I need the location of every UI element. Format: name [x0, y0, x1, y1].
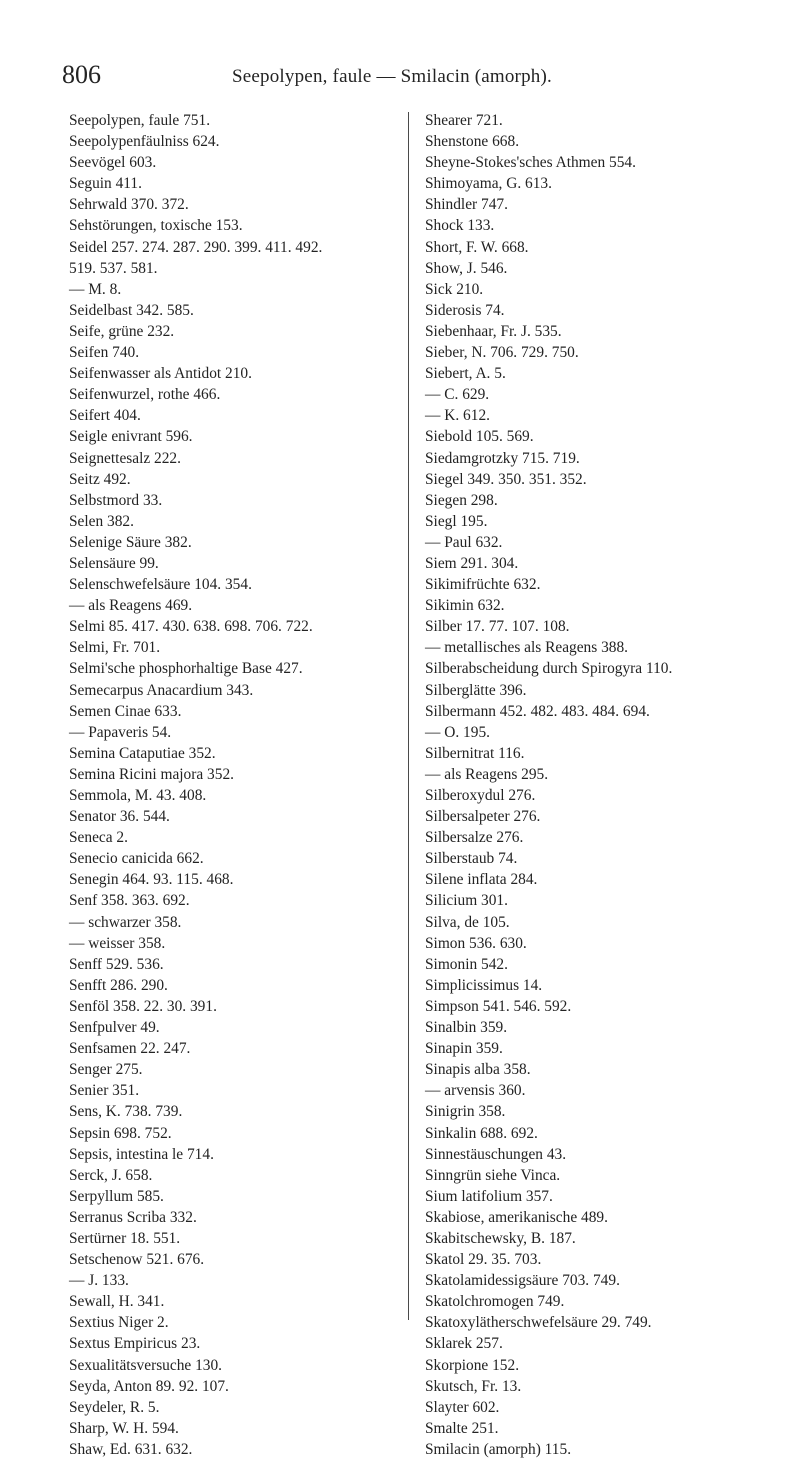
index-entry: Siedamgrotzky 715. 719. — [425, 449, 580, 467]
index-entry: Seyda, Anton 89. 92. 107. — [69, 1377, 229, 1395]
index-entry: — als Reagens 295. — [425, 765, 549, 783]
index-entry: Shaw, Ed. 631. 632. — [69, 1440, 193, 1458]
index-entry: Sieber, N. 706. 729. 750. — [425, 344, 579, 362]
index-entry: Seidel 257. 274. 287. 290. 399. 411. 492. — [69, 238, 323, 256]
index-entry: Sepsin 698. 752. — [69, 1124, 172, 1142]
index-entry: Sens, K. 738. 739. — [69, 1103, 183, 1121]
index-entry: Sharp, W. H. 594. — [69, 1419, 179, 1437]
index-entry: Silbersalze 276. — [425, 829, 524, 847]
index-entry: Sinapin 359. — [425, 1040, 503, 1058]
index-entry: Selen 382. — [69, 512, 134, 530]
index-entry: Senegin 464. 93. 115. 468. — [69, 871, 234, 889]
index-entry: Sklarek 257. — [425, 1335, 503, 1353]
index-entry: Skabiose, amerikanische 489. — [425, 1208, 608, 1226]
index-entry: Semina Ricini majora 352. — [69, 765, 234, 783]
index-entry: Silberglätte 396. — [425, 681, 527, 699]
column-divider — [408, 112, 409, 1320]
index-entry: Skorpione 152. — [425, 1356, 520, 1374]
index-entry: Selmi 85. 417. 430. 638. 698. 706. 722. — [69, 618, 313, 636]
index-entry: Seifenwasser als Antidot 210. — [69, 365, 252, 383]
index-entry: — schwarzer 358. — [69, 913, 182, 931]
index-entry: Skatolchromogen 749. — [425, 1293, 565, 1311]
index-entry: Senff 529. 536. — [69, 955, 164, 973]
index-entry: — C. 629. — [425, 386, 490, 404]
index-entry: Seife, grüne 232. — [69, 322, 175, 340]
index-entry: Siegen 298. — [425, 491, 498, 509]
index-entry: Semmola, M. 43. 408. — [69, 787, 207, 804]
index-entry: Sertürner 18. 551. — [69, 1229, 181, 1247]
index-entry: Simplicissimus 14. — [425, 976, 543, 994]
index-entry: Sehrwald 370. 372. — [69, 196, 189, 214]
index-entry: Semen Cinae 633. — [69, 702, 182, 720]
index-entry: Selbstmord 33. — [69, 491, 163, 509]
index-entry: Sikimifrüchte 632. — [425, 576, 541, 594]
index-entry: Skutsch, Fr. 13. — [425, 1377, 522, 1395]
index-entry: Sextius Niger 2. — [69, 1314, 169, 1332]
index-entry: Siderosis 74. — [425, 301, 505, 319]
index-entry: Simon 536. 630. — [425, 934, 527, 952]
index-entry: Shenstone 668. — [425, 133, 520, 151]
index-column-left — [69, 110, 399, 1460]
index-entry: Sick 210. — [425, 280, 484, 298]
index-entry: Sepsis, intestina le 714. — [69, 1145, 214, 1163]
running-head: Seepolypen, faule — Smilacin (amorph). — [232, 66, 552, 87]
index-entry: Sexualitätsversuche 130. — [69, 1356, 223, 1374]
index-entry: Selenschwefelsäure 104. 354. — [69, 576, 252, 594]
index-entry: Sinapis alba 358. — [425, 1061, 531, 1079]
index-entry: Seydeler, R. 5. — [69, 1398, 160, 1416]
index-entry: — J. 133. — [69, 1272, 129, 1290]
index-entry: Seidelbast 342. 585. — [69, 301, 194, 319]
index-entry: — weisser 358. — [69, 934, 166, 952]
index-entry: Serpyllum 585. — [69, 1187, 164, 1205]
index-entry: Silicium 301. — [425, 892, 508, 910]
index-entry: Sinigrin 358. — [425, 1103, 506, 1121]
index-entry: Siebenhaar, Fr. J. 535. — [425, 322, 562, 340]
index-entry: Silberabscheidung durch Spirogyra 110. — [425, 660, 673, 678]
index-entry: Sinnestäuschungen 43. — [425, 1145, 567, 1163]
index-entry: Siebert, A. 5. — [425, 365, 506, 383]
index-entry: Silbermann 452. 482. 483. 484. 694. — [425, 702, 650, 720]
index-entry: Seifert 404. — [69, 407, 141, 425]
index-entry: Selenige Säure 382. — [69, 533, 192, 551]
index-entry: Senfsamen 22. 247. — [69, 1040, 191, 1058]
index-entry: — arvensis 360. — [425, 1082, 526, 1100]
index-entry: Simonin 542. — [425, 955, 508, 973]
page-header — [62, 60, 762, 100]
index-entry: Silber 17. 77. 107. 108. — [425, 618, 570, 636]
index-entry: Setschenow 521. 676. — [69, 1251, 205, 1269]
index-entry: Seneca 2. — [69, 829, 128, 847]
index-entry: Sikimin 632. — [425, 597, 505, 615]
index-entry: Simpson 541. 546. 592. — [425, 997, 572, 1015]
index-entry: Siebold 105. 569. — [425, 428, 534, 446]
index-entry: Selmi, Fr. 701. — [69, 639, 161, 657]
index-entry: Selensäure 99. — [69, 554, 159, 572]
index-entry: Seifenwurzel, rothe 466. — [69, 386, 221, 404]
index-entry: Seignettesalz 222. — [69, 449, 181, 467]
index-entry: Seepolypen, faule 751. — [69, 112, 211, 129]
index-entry: Shimoyama, G. 613. — [425, 175, 552, 193]
index-entry: Short, F. W. 668. — [425, 238, 529, 256]
index-entry: Shindler 747. — [425, 196, 508, 214]
index-entry: — O. 195. — [425, 723, 490, 741]
index-entry: Siegl 195. — [425, 512, 488, 530]
index-entry: 519. 537. 581. — [69, 259, 158, 277]
index-entry: Seifen 740. — [69, 344, 140, 362]
index-entry: Serranus Scriba 332. — [69, 1208, 197, 1226]
index-entry: Seguin 411. — [69, 175, 142, 193]
index-entry: Senfpulver 49. — [69, 1019, 160, 1037]
index-entry: — metallisches als Reagens 388. — [425, 639, 629, 657]
index-entry: Semina Cataputiae 352. — [69, 744, 216, 762]
index-entry: Seitz 492. — [69, 470, 131, 488]
index-entry: Smalte 251. — [425, 1419, 499, 1437]
index-entry: Silberstaub 74. — [425, 850, 518, 868]
page-number: 806 — [62, 60, 101, 89]
index-entry: Silbernitrat 116. — [425, 744, 525, 762]
index-entry: Skabitschewsky, B. 187. — [425, 1229, 576, 1247]
index-entry: — M. 8. — [69, 280, 122, 298]
index-column-right — [425, 110, 755, 1460]
index-entry: — K. 612. — [425, 407, 490, 425]
index-entry: — Papaveris 54. — [69, 723, 172, 741]
index-entry: Seepolypenfäulniss 624. — [69, 133, 220, 151]
index-entry: Smilacin (amorph) 115. — [425, 1440, 572, 1458]
index-entry: Sewall, H. 341. — [69, 1293, 165, 1311]
index-entry: Skatolamidessigsäure 703. 749. — [425, 1272, 620, 1290]
index-entry: Senfft 286. 290. — [69, 976, 168, 994]
index-entry: Skatoxylätherschwefelsäure 29. 749. — [425, 1314, 652, 1332]
index-entry: — Paul 632. — [425, 533, 503, 551]
index-entry: Slayter 602. — [425, 1398, 500, 1416]
index-entry: Skatol 29. 35. 703. — [425, 1251, 542, 1269]
index-entry: Senföl 358. 22. 30. 391. — [69, 997, 217, 1015]
index-entry: Semecarpus Anacardium 343. — [69, 681, 254, 699]
index-entry: Show, J. 546. — [425, 259, 508, 277]
index-entry: Senger 275. — [69, 1061, 143, 1079]
index-entry: Seigle enivrant 596. — [69, 428, 193, 446]
index-entry: Sium latifolium 357. — [425, 1187, 553, 1205]
index-entry: Shock 133. — [425, 217, 495, 235]
index-entry: Siegel 349. 350. 351. 352. — [425, 470, 587, 488]
index-entry: Sextus Empiricus 23. — [69, 1335, 201, 1353]
index-entry: Silbersalpeter 276. — [425, 808, 541, 826]
index-entry: Silberoxydul 276. — [425, 787, 536, 804]
index-entry: Sinngrün siehe Vinca. — [425, 1166, 561, 1184]
index-entry: Shearer 721. — [425, 112, 503, 129]
index-entry: Selmi'sche phosphorhaltige Base 427. — [69, 660, 303, 678]
index-entry: Seevögel 603. — [69, 154, 157, 172]
index-entry: Senf 358. 363. 692. — [69, 892, 190, 910]
index-entry: Sinalbin 359. — [425, 1019, 508, 1037]
index-entry: Senecio canicida 662. — [69, 850, 204, 868]
index-entry: Senator 36. 544. — [69, 808, 170, 826]
index-entry: — als Reagens 469. — [69, 597, 193, 615]
index-entry: Sheyne-Stokes'sches Athmen 554. — [425, 154, 636, 172]
index-entry: Siem 291. 304. — [425, 554, 519, 572]
index-entry: Sehstörungen, toxische 153. — [69, 217, 243, 235]
index-entry: Sinkalin 688. 692. — [425, 1124, 538, 1142]
index-entry: Silva, de 105. — [425, 913, 510, 931]
index-entry: Senier 351. — [69, 1082, 140, 1100]
index-entry: Silene inflata 284. — [425, 871, 538, 889]
index-entry: Serck, J. 658. — [69, 1166, 153, 1184]
